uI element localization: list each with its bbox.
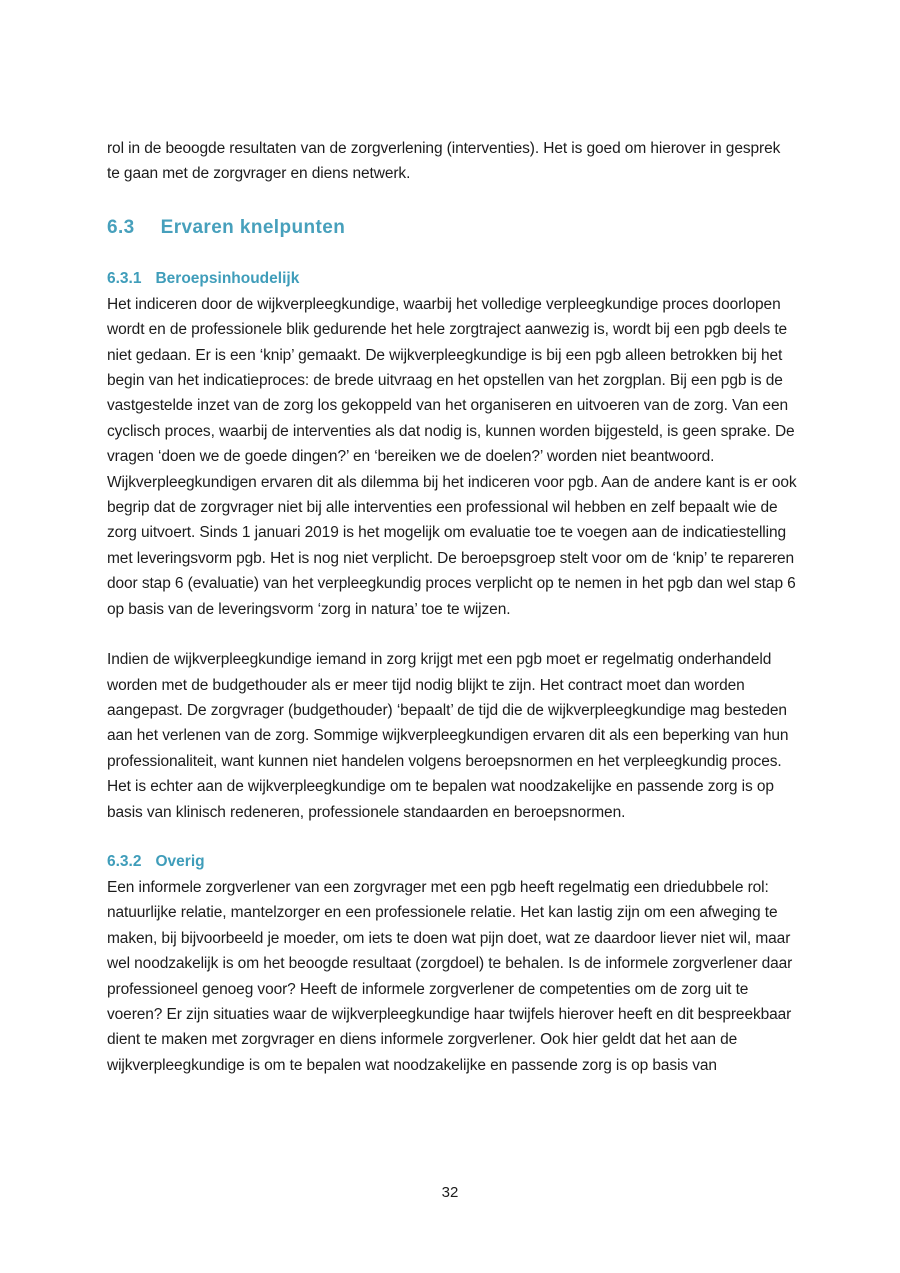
subsection-heading-overig [107, 851, 797, 872]
subsection1-title: Beroepsinhoudelijk [155, 269, 300, 287]
subsection1-paragraph-1: Het indiceren door de wijkverpleegkundige, waarbij het volledige verpleegkundige proces doorlopen wordt en de professionele blik gedurende het hele zorgtraject aanwezig is, wordt bij een pgb deels te niet gedaan. Er is een ‘knip’ gemaakt. De wijkverpleegkundige is bij een pgb alleen betrokken bij het begin van het indicatieproces: de brede uitvraag en het opstellen van het zorgplan. Bij een pgb is de vastgestelde inzet van de zorg los gekoppeld van het organiseren en uitvoeren van de zorg. Van een cyclisch proces, waarbij de interventies als dat nodig is, kunnen worden bijgesteld, is geen sprake. De vragen ‘doen we de goede dingen?’ en ‘bereiken we de doelen?’ worden niet beantwoord. Wijkverpleegkundigen ervaren dit als dilemma bij het indiceren voor pgb. Aan de andere kant is er ook begrip dat de zorgvrager niet bij alle interventies een professional wil hebben en zelf bepaalt wie de zorg uitvoert. Sinds 1 januari 2019 is het mogelijk om evaluatie toe te voegen aan de indicatiestelling met leveringsvorm pgb. Het is nog niet verplicht. De beroepsgroep stelt voor om de ‘knip’ te repareren door stap 6 (evaluatie) van het verpleegkundig proces verplicht op te nemen in het pgb dan wel stap 6 op basis van de leveringsvorm ‘zorg in natura’ toe te wijzen. [107, 295, 797, 618]
document-content [107, 136, 797, 1078]
section-number: 6.3 [107, 216, 135, 238]
subsection2-paragraph-1: Een informele zorgverlener van een zorgvrager met een pgb heeft regelmatig een driedubbele rol: natuurlijke relatie, mantelzorger en een professionele relatie. Het kan lastig zijn om een afweging te maken, bij bijvoorbeeld je moeder, om iets te doen wat pijn doet, wat ze daardoor liever niet wil, maar wel noodzakelijk is om het beoogde resultaat (zorgdoel) te behalen. Is de informele zorgverlener daar professioneel genoeg voor? Heeft de informele zorgverlener de competenties om de zorg uit te voeren? Er zijn situaties waar de wijkverpleegkundige haar twijfels hierover heeft en dit bespreekbaar dient te maken met zorgvrager en diens informele zorgverlener. Ook hier geldt dat het aan de wijkverpleegkundige is om te bepalen wat noodzakelijke en passende zorg is op basis van [107, 878, 793, 1074]
intro-paragraph: rol in de beoogde resultaten van de zorgverlening (interventies). Het is goed om hierover in gesprek te gaan met de zorgvrager en diens netwerk. [107, 140, 781, 183]
section-title: Ervaren knelpunten [160, 216, 346, 238]
subsection1-number: 6.3.1 [107, 269, 142, 287]
subsection2-title: Overig [155, 852, 205, 870]
subsection1-paragraph-2: Indien de wijkverpleegkundige iemand in zorg krijgt met een pgb moet er regelmatig onderhandeld worden met de budgethouder als er meer tijd nodig blijkt te zijn. Het contract moet dan worden aangepast. De zorgvrager (budgethouder) ‘bepaalt’ de tijd die de wijkverpleegkundige mag besteden aan het verlenen van de zorg. Sommige wijkverpleegkundigen ervaren dit als een beperking van hun professionaliteit, want kunnen niet handelen volgens beroepsnormen en het verpleegkundig proces. Het is echter aan de wijkverpleegkundige om te bepalen wat noodzakelijke en passende zorg is op basis van klinisch redeneren, professionele standaarden en beroepsnormen. [107, 651, 789, 821]
subsection-heading-beroepsinhoudelijk [107, 268, 797, 289]
section-heading [107, 216, 797, 240]
page-number: 32 [441, 1184, 459, 1201]
subsection2-number: 6.3.2 [107, 852, 142, 870]
